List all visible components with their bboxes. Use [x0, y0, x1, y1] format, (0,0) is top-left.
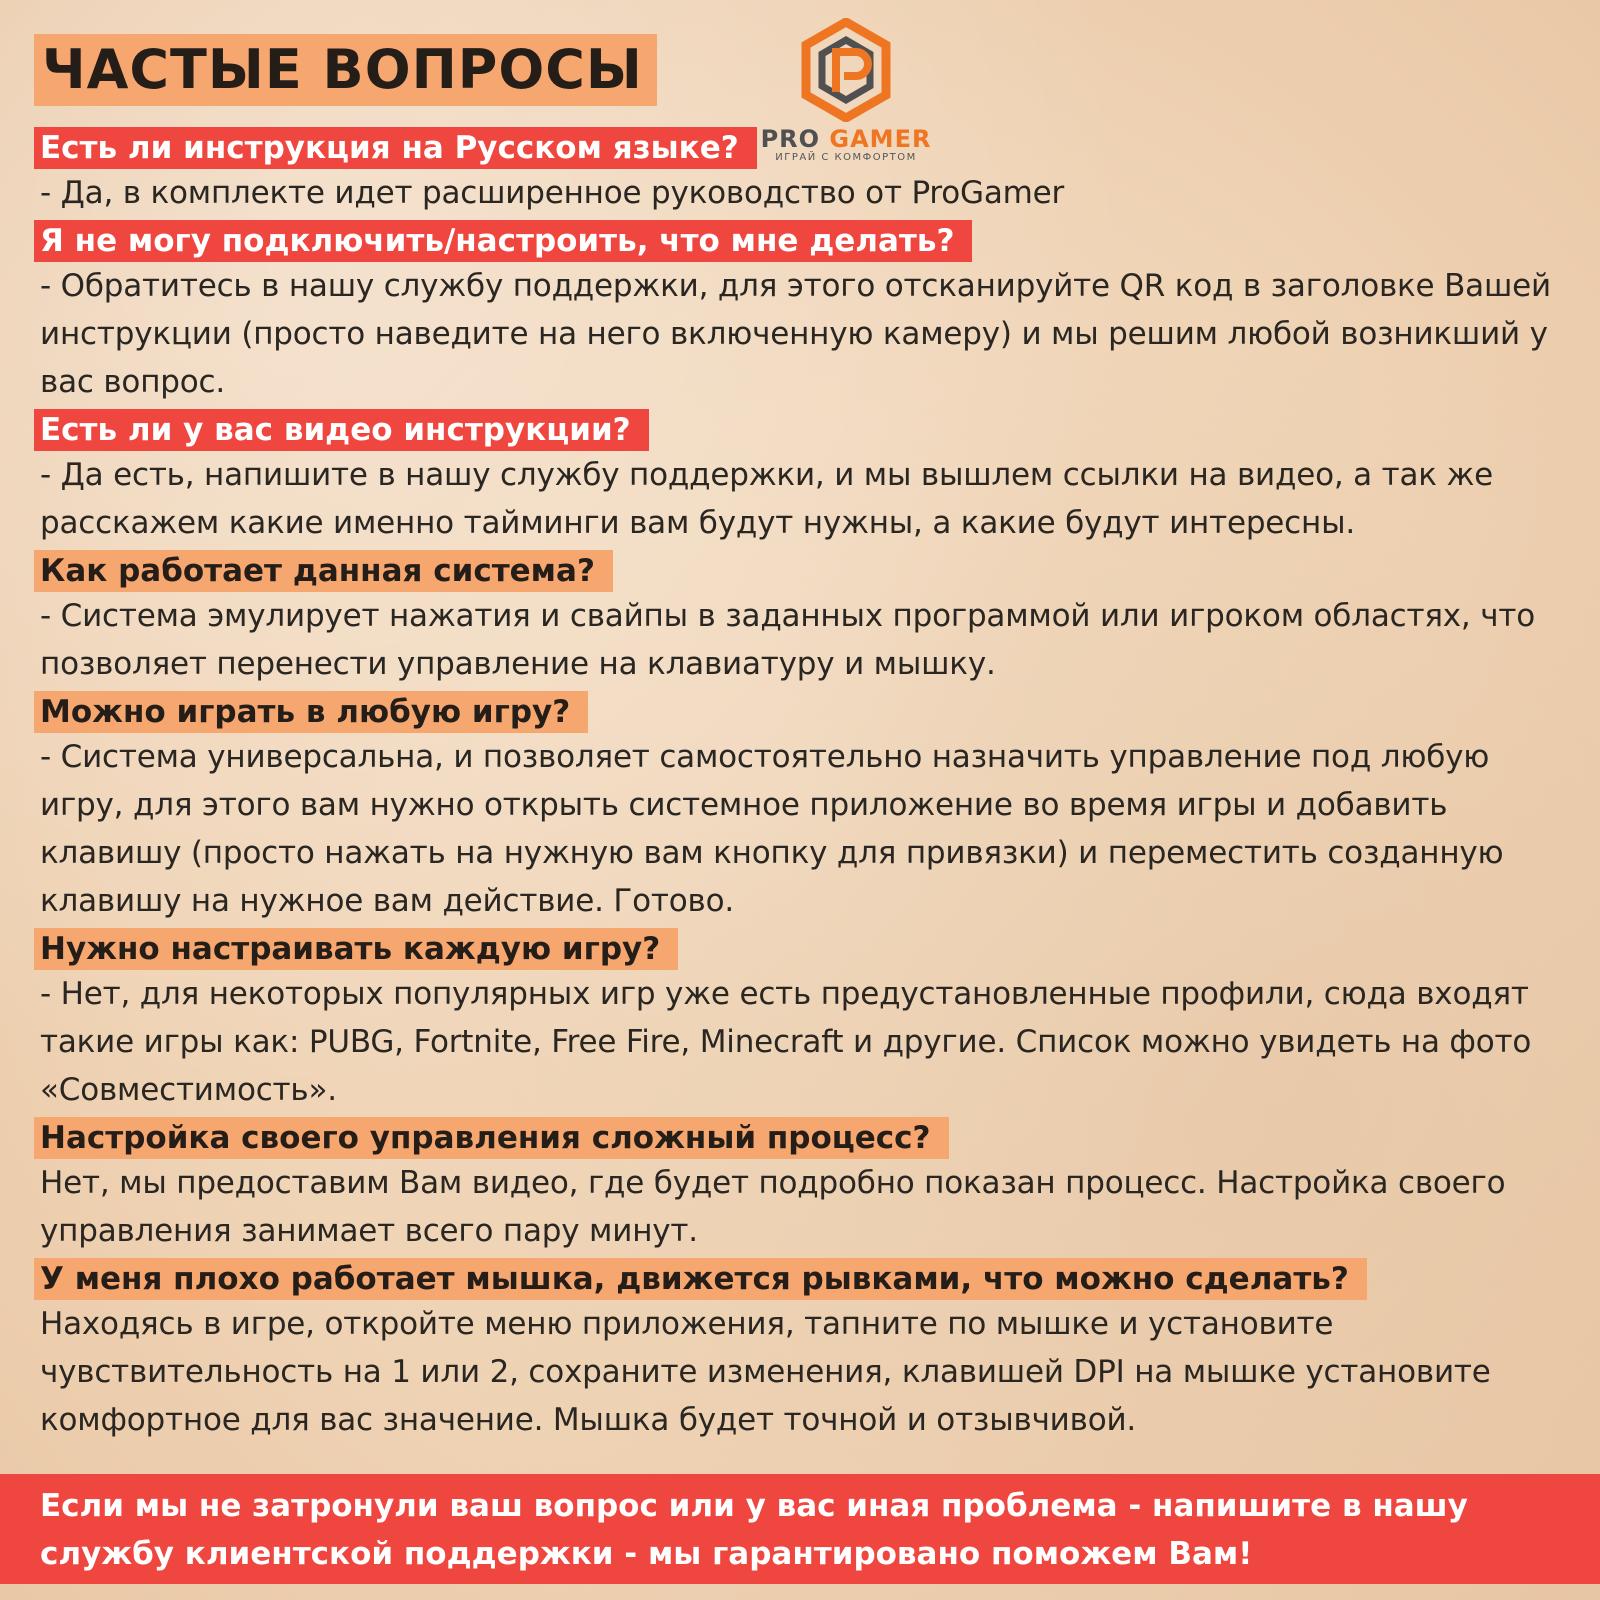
- faq-answer: Нет, мы предоставим Вам видео, где будет подробно показан процесс. Настройка своего управления занимает всего пару минут.: [40, 1165, 1506, 1249]
- progamer-hexagon-logo-icon: [800, 18, 892, 122]
- faq-answer: - Система эмулирует нажатия и свайпы в заданных программой или игроком областях, что позволяет перенести управление на клавиатуру и мышку.: [40, 598, 1535, 682]
- faq-answer: Находясь в игре, откройте меню приложения, тапните по мышке и установите чувствительность на 1 или 2, сохраните изменения, клавишей DPI на мышке установите комфортное для вас значение. Мышка будет точной и отзывчивой.: [40, 1306, 1491, 1438]
- faq-question: Нужно настраивать каждую игру?: [34, 928, 678, 970]
- faq-item: [34, 217, 1564, 406]
- faq-question: Как работает данная система?: [34, 550, 613, 592]
- page-title: ЧАСТЫЕ ВОПРОСЫ: [34, 34, 657, 106]
- faq-question: Есть ли у вас видео инструкции?: [34, 409, 649, 451]
- faq-question: Я не могу подключить/настроить, что мне делать?: [34, 220, 972, 262]
- faq-item: [34, 1114, 1564, 1255]
- support-footer-banner: [0, 1474, 1600, 1584]
- faq-question: Настройка своего управления сложный процесс?: [34, 1117, 949, 1159]
- faq-answer: - Обратитесь в нашу службу поддержки, для этого отсканируйте QR код в заголовке Вашей инструкции (просто наведите на него включенную камеру) и мы решим любой возникший у вас вопрос.: [40, 268, 1551, 400]
- faq-item: [34, 1255, 1564, 1444]
- faq-answer: - Система универсальна, и позволяет самостоятельно назначить управление под любую игру, для этого вам нужно открыть системное приложение во время игры и добавить клавишу (просто нажать на нужную вам кнопку для привязки) и переместить созданную клавишу на нужное вам действие. Готово.: [40, 739, 1504, 919]
- faq-question: Можно играть в любую игру?: [34, 691, 588, 733]
- faq-question: Есть ли инструкция на Русском языке?: [34, 127, 757, 169]
- faq-item: [34, 688, 1564, 925]
- faq-answer: - Да, в комплекте идет расширенное руководство от ProGamer: [40, 175, 1065, 211]
- brand-name-pro: PRO: [760, 125, 821, 153]
- faq-answer: - Да есть, напишите в нашу службу поддержки, и мы вышлем ссылки на видео, а так же расскажем какие именно тайминги вам будут нужны, а какие будут интересны.: [40, 457, 1494, 541]
- faq-item: [34, 547, 1564, 688]
- brand-name-gamer: GAMER: [829, 125, 932, 153]
- faq-answer: - Нет, для некоторых популярных игр уже есть предустановленные профили, сюда входят такие игры как: PUBG, Fortnite, Free Fire, Minecraft и другие. Список можно увидеть на фото «Совместимость».: [40, 976, 1532, 1108]
- faq-item: [34, 124, 1564, 217]
- faq-list: [34, 124, 1564, 1444]
- support-footer-text: Если мы не затронули ваш вопрос или у вас иная проблема - напишите в нашу службу клиентской поддержки - мы гарантировано поможем Вам!: [40, 1488, 1468, 1572]
- faq-item: [34, 406, 1564, 547]
- brand-tagline: ИГРАЙ С КОМФОРТОМ: [775, 152, 917, 163]
- faq-question: У меня плохо работает мышка, движется рывками, что можно сделать?: [34, 1258, 1367, 1300]
- faq-item: [34, 925, 1564, 1114]
